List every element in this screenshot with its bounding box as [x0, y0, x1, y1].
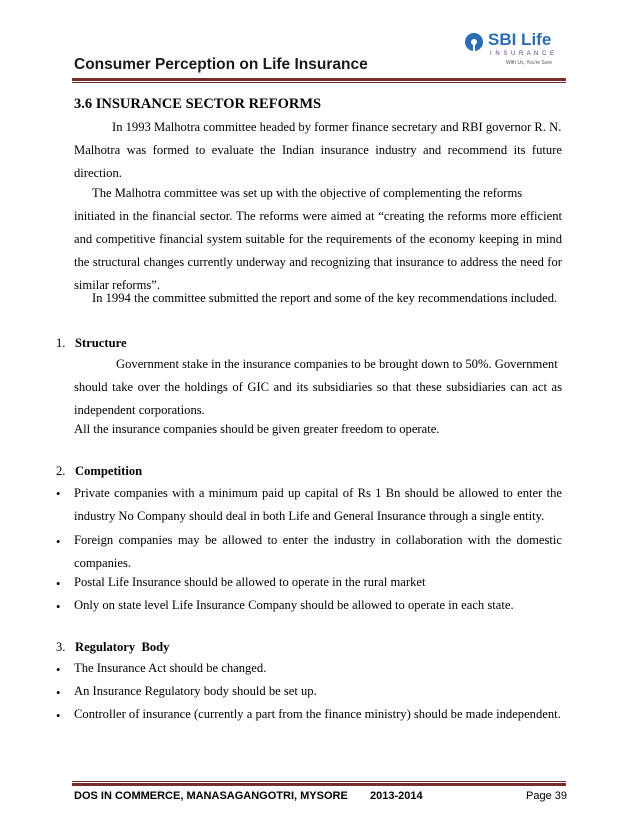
logo-brand: SBI Life	[488, 30, 552, 49]
structure-extra: All the insurance companies should be given greater freedom to operate.	[74, 422, 440, 436]
list-item: Foreign companies may be allowed to enter the industry in collaboration with the domestic companies.	[74, 533, 562, 570]
paragraph-2-rest: initiated in the financial sector. The reforms were aimed at “creating the reforms more efficient and competitive financial system suitable for the requirements of the economy keeping in mind the structural changes currently underway and recognizing that insurance to address the need for similar reforms”.	[74, 209, 562, 292]
paragraph-1-first-line: In 1993 Malhotra committee headed by former finance secretary and RBI governor R. N.	[112, 120, 562, 134]
footer-year: 2013-2014	[370, 790, 423, 802]
list-item: An Insurance Regulatory body should be set up.	[74, 684, 317, 698]
list-item: Controller of insurance (currently a part from the finance ministry) should be made independent.	[74, 707, 561, 721]
bullet: •	[56, 663, 61, 677]
sbi-life-logo	[462, 24, 566, 70]
list-number-2: 2.	[56, 464, 66, 478]
footer-rule-thin	[72, 781, 566, 782]
paragraph-2-first-line: The Malhotra committee was set up with the objective of complementing the reforms	[92, 186, 523, 200]
header-rule-thin	[72, 82, 566, 83]
list-item: Postal Life Insurance should be allowed to operate in the rural market	[74, 575, 426, 589]
heading-competition: Competition	[75, 464, 143, 478]
paragraph-3: In 1994 the committee submitted the report and some of the key recommendations included.	[92, 291, 558, 305]
page-header-title: Consumer Perception on Life Insurance	[74, 56, 368, 73]
logo-sub: I N S U R A N C E	[490, 51, 556, 57]
bullet: •	[56, 487, 61, 501]
bullet: •	[56, 686, 61, 700]
list-item: Private companies with a minimum paid up capital of Rs 1 Bn should be allowed to enter the industry No Company should deal in both Life and General Insurance through a single entity.	[74, 486, 562, 523]
list-number-3: 3.	[56, 640, 66, 654]
logo-tagline: With Us, You're Sure	[506, 60, 552, 66]
structure-rest: should take over the holdings of GIC and its subsidiaries so that these subsidiaries can act as independent corporations.	[74, 380, 562, 417]
section-title: 3.6 INSURANCE SECTOR REFORMS	[74, 96, 322, 112]
bullet: •	[56, 709, 61, 723]
footer-rule	[72, 783, 566, 786]
list-item: Only on state level Life Insurance Company should be allowed to operate in each state.	[74, 598, 514, 612]
bullet: •	[56, 535, 61, 549]
footer-department: DOS IN COMMERCE, MANASAGANGOTRI, MYSORE	[74, 790, 348, 802]
list-item: The Insurance Act should be changed.	[74, 661, 267, 675]
heading-regulatory-body: Regulatory Body	[75, 640, 170, 654]
bullet: •	[56, 600, 61, 614]
page-number: Page 39	[526, 790, 567, 802]
list-number-1: 1.	[56, 336, 66, 350]
structure-first-line: Government stake in the insurance companies to be brought down to 50%. Government	[116, 357, 558, 371]
bullet: •	[56, 577, 61, 591]
heading-structure: Structure	[75, 336, 127, 350]
paragraph-1-rest: Malhotra was formed to evaluate the Indian insurance industry and recommend its future direction.	[74, 143, 562, 180]
header-rule	[72, 78, 566, 81]
